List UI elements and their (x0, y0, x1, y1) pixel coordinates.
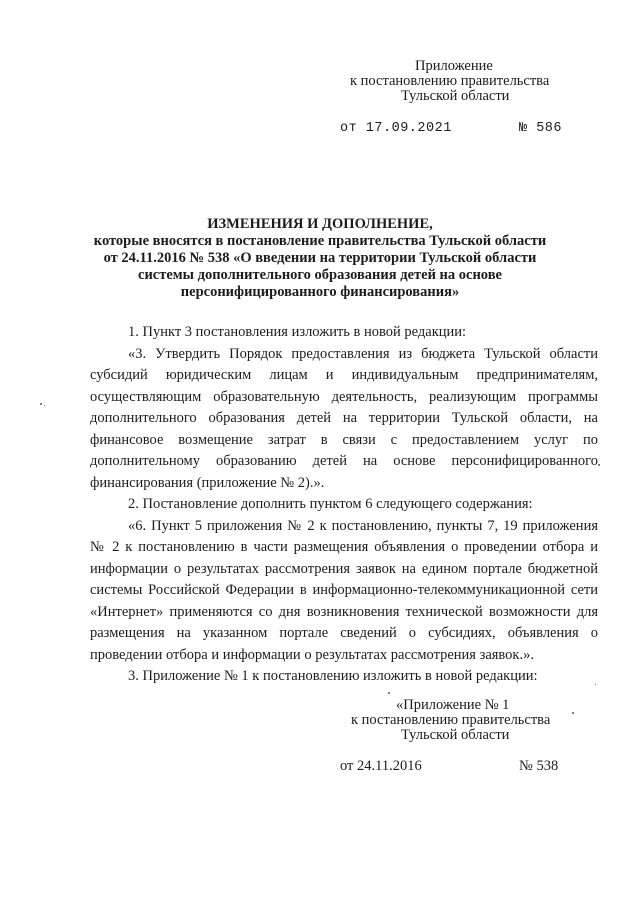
paragraph-2: «3. Утвердить Порядок предоставления из бюджета Тульской области субсидий юридическим лицам и индивидуальным предпринимателям, осуществляющим образовательную деятельность, реализующим программы дополнительного образования детей на территории Тульской области, на финансовое возмещение затрат в связи с предоставлением услуг по дополнительному образованию детей на основе персонифицированного финансирования (приложение № 2).». (90, 345, 598, 491)
appendix-region-label: Тульской области (401, 727, 510, 743)
scan-speck (572, 712, 574, 714)
document-body (90, 322, 598, 688)
appendix-number: № 538 (519, 758, 559, 774)
scan-speck (40, 403, 42, 405)
title-line-1: ИЗМЕНЕНИЯ И ДОПОЛНЕНИЕ, (207, 216, 433, 232)
appendix-date: от 24.11.2016 (340, 758, 422, 774)
header-appendix-label: Приложение (415, 58, 493, 74)
header-date: от 17.09.2021 (340, 121, 452, 136)
title-line-5: персонифицированного финансирования» (180, 284, 460, 300)
title-line-4: системы дополнительного образования детей на основе (138, 267, 502, 283)
paragraph-3: 2. Постановление дополнить пунктом 6 следующего содержания: (128, 496, 533, 512)
paragraph-4: «6. Пункт 5 приложения № 2 к постановлению, пункты 7, 19 приложения № 2 к постановлению в части размещения объявления о проведении отбора и информации о результатах рассмотрения заявок на едином портале бюджетной системы Российской Федерации в информационно-телекоммуникационной сети «Интернет» применяются со дня возникновения технической возможности для размещения на указанном портале сведений о субсидиях, объявления о проведении отбора и информации о результатах рассмотрения заявок.». (90, 517, 598, 663)
title-line-3: от 24.11.2016 № 538 «О введении на территории Тульской области (103, 250, 537, 266)
scan-speck (388, 692, 390, 694)
scan-speck (598, 464, 600, 466)
scan-speck (44, 405, 45, 406)
appendix-label: «Приложение № 1 (396, 697, 510, 713)
title-line-2: которые вносятся в постановление правительства Тульской области (93, 233, 547, 249)
header-region-label: Тульской области (401, 88, 510, 104)
document-title (70, 216, 570, 301)
scan-speck (595, 684, 596, 685)
appendix-resolution-label: к постановлению правительства (351, 712, 551, 728)
header-number: № 586 (519, 121, 563, 136)
paragraph-5: 3. Приложение № 1 к постановлению изложить в новой редакции: (128, 668, 538, 684)
header-resolution-label: к постановлению правительства (350, 73, 550, 89)
paragraph-1: 1. Пункт 3 постановления изложить в новой редакции: (128, 324, 467, 340)
